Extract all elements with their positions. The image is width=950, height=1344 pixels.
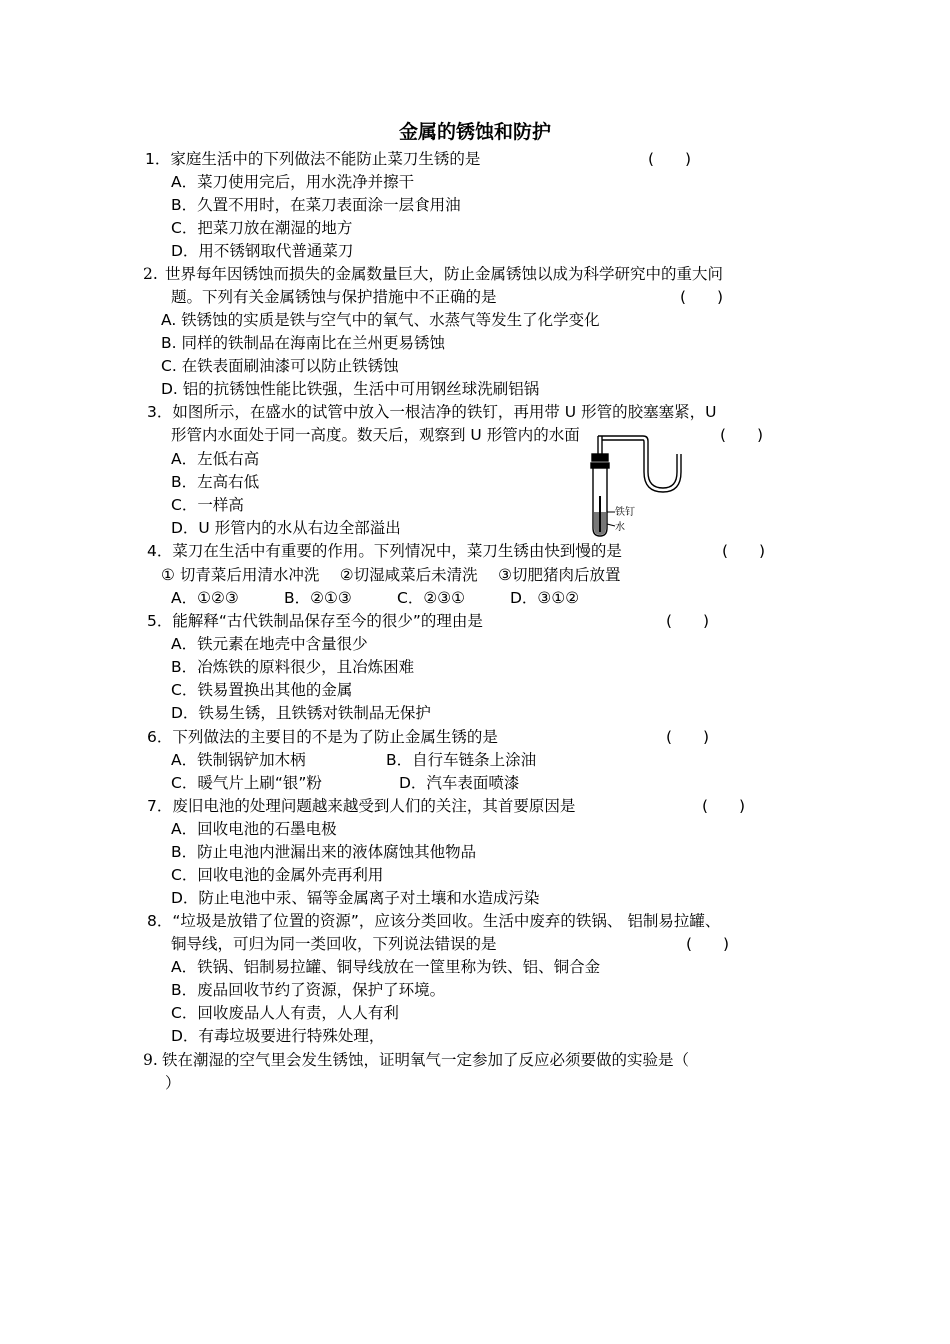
question-9-number: 9. xyxy=(143,1051,158,1069)
question-3-answer-paren: ( ) xyxy=(720,426,764,444)
question-5-option-b: B．冶炼铁的原料很少，且冶炼困难 xyxy=(171,658,415,676)
question-8-stem-continued: 铜导线，可归为同一类回收，下列说法错误的是 xyxy=(171,935,497,953)
question-8-answer-paren: ( ) xyxy=(686,935,730,953)
question-8-option-b: B．废品回收节约了资源，保护了环境。 xyxy=(171,981,446,999)
question-8-option-d: D．有毒垃圾要进行特殊处理， xyxy=(171,1027,385,1045)
question-2-number: 2. xyxy=(143,265,158,283)
question-6-option-b: B．自行车链条上涂油 xyxy=(386,751,537,769)
question-8-stem: 8．“垃圾是放错了位置的资源”，应该分类回收。生活中废弃的铁锅、 铝制易拉罐、 xyxy=(147,912,721,930)
question-9-stem: 铁在潮湿的空气里会发生锈蚀，证明氧气一定参加了反应必须要做的实验是（ xyxy=(162,1051,690,1069)
question-4-conditions: ① 切青菜后用清水冲洗 ②切湿咸菜后未清洗 ③切肥猪肉后放置 xyxy=(161,566,621,584)
question-5-option-d: D．铁易生锈，且铁锈对铁制品无保护 xyxy=(171,704,431,722)
question-2-option-b: B. 同样的铁制品在海南比在兰州更易锈蚀 xyxy=(161,334,445,352)
question-7-option-b: B．防止电池内泄漏出来的液体腐蚀其他物品 xyxy=(171,843,477,861)
question-4-option-d: D．③①② xyxy=(510,589,580,607)
question-1-stem: 1．家庭生活中的下列做法不能防止菜刀生锈的是 xyxy=(145,150,481,168)
question-7-stem: 7．废旧电池的处理问题越来越受到人们的关注，其首要原因是 xyxy=(147,797,576,815)
question-6-option-d: D．汽车表面喷漆 xyxy=(399,774,520,792)
question-2-answer-paren: ( ) xyxy=(680,288,724,306)
question-7-option-a: A．回收电池的石墨电极 xyxy=(171,820,337,838)
question-3-option-c: C．一样高 xyxy=(171,496,244,514)
question-4-option-c: C．②③① xyxy=(397,589,466,607)
question-1-option-b: B．久置不用时，在菜刀表面涂一层食用油 xyxy=(171,196,461,214)
question-4-answer-paren: ( ) xyxy=(722,542,766,560)
question-1-answer-paren: ( ) xyxy=(648,150,692,168)
question-5-option-c: C．铁易置换出其他的金属 xyxy=(171,681,353,699)
question-5-option-a: A．铁元素在地壳中含量很少 xyxy=(171,635,368,653)
question-4-stem: 4．菜刀在生活中有重要的作用。下列情况中，菜刀生锈由快到慢的是 xyxy=(147,542,622,560)
water-label: 水 xyxy=(615,522,625,533)
question-1-option-c: C．把菜刀放在潮湿的地方 xyxy=(171,219,353,237)
question-6-stem: 6．下列做法的主要目的不是为了防止金属生锈的是 xyxy=(147,728,498,746)
question-3-stem-continued: 形管内水面处于同一高度。数天后，观察到 U 形管内的水面 xyxy=(171,426,580,444)
question-8-option-c: C．回收废品人人有责，人人有利 xyxy=(171,1004,399,1022)
question-3-option-d: D．U 形管内的水从右边全部溢出 xyxy=(171,519,401,537)
question-7-option-d: D．防止电池中汞、镉等金属离子对土壤和水造成污染 xyxy=(171,889,540,907)
question-5-stem: 5．能解释“古代铁制品保存至今的很少”的理由是 xyxy=(147,612,483,630)
test-tube-u-tube-figure xyxy=(585,432,690,538)
question-3-option-b: B．左高右低 xyxy=(171,473,260,491)
question-6-option-a: A．铁制锅铲加木柄 xyxy=(171,751,306,769)
question-6-answer-paren: ( ) xyxy=(666,728,710,746)
question-5-answer-paren: ( ) xyxy=(666,612,710,630)
question-1-option-d: D．用不锈钢取代普通菜刀 xyxy=(171,242,354,260)
question-8-option-a: A．铁锅、铝制易拉罐、铜导线放在一筐里称为铁、铝、铜合金 xyxy=(171,958,601,976)
question-2-option-d: D. 铝的抗锈蚀性能比铁强，生活中可用钢丝球洗刷铝锅 xyxy=(161,380,540,398)
question-1-option-a: A．菜刀使用完后，用水洗净并擦干 xyxy=(171,173,415,191)
question-2-stem: 世界每年因锈蚀而损失的金属数量巨大，防止金属锈蚀以成为科学研究中的重大问 xyxy=(165,265,724,283)
question-9-stem-continued: ） xyxy=(165,1074,181,1092)
nail-label: 铁钉 xyxy=(615,507,635,518)
question-7-option-c: C．回收电池的金属外壳再利用 xyxy=(171,866,384,884)
question-4-option-a: A．①②③ xyxy=(171,589,239,607)
question-7-answer-paren: ( ) xyxy=(702,797,746,815)
question-2-option-a: A. 铁锈蚀的实质是铁与空气中的氧气、水蒸气等发生了化学变化 xyxy=(161,311,600,329)
question-2-stem-continued: 题。下列有关金属锈蚀与保护措施中不正确的是 xyxy=(171,288,497,306)
question-4-option-b: B．②①③ xyxy=(284,589,352,607)
question-3-option-a: A．左低右高 xyxy=(171,450,260,468)
question-2-option-c: C. 在铁表面刷油漆可以防止铁锈蚀 xyxy=(161,357,399,375)
page-title: 金属的锈蚀和防护 xyxy=(398,121,551,143)
question-6-option-c: C．暖气片上刷“银”粉 xyxy=(171,774,322,792)
question-3-stem: 3．如图所示，在盛水的试管中放入一根洁净的铁钉，再用带 U 形管的胶塞塞紧，U xyxy=(147,403,717,421)
